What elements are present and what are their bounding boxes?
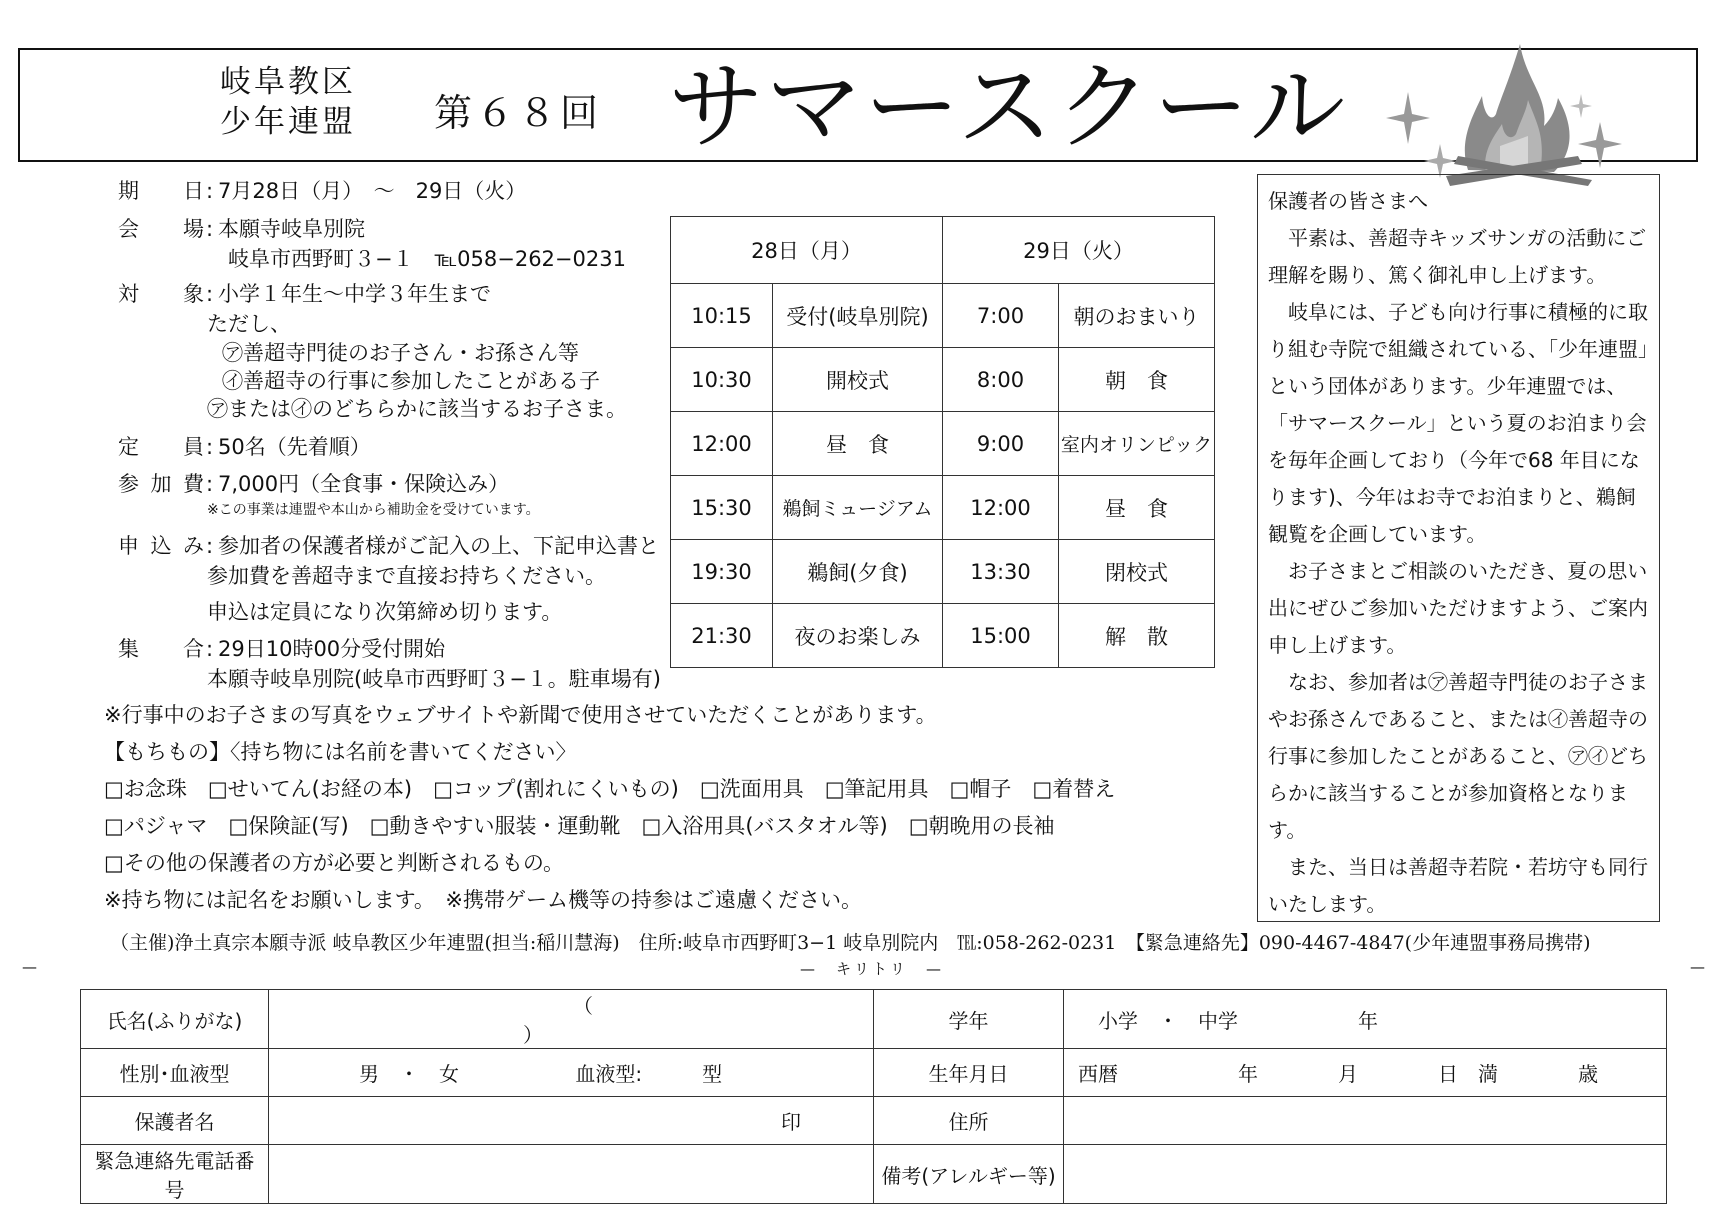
venue-value: 本願寺岐阜別院 xyxy=(218,217,365,241)
day1-event: 受付(岐阜別院) xyxy=(773,284,943,348)
day2-header: 29日（火） xyxy=(943,217,1215,284)
day2-time: 15:00 xyxy=(943,604,1059,668)
name-paren-close: ） xyxy=(523,1023,543,1047)
capacity-label: 定員 xyxy=(118,435,204,459)
day2-event: 昼 食 xyxy=(1059,476,1215,540)
items-line-1: □お念珠 □せいてん(お経の本) □コップ(割れにくいもの) □洗面用具 □筆記用具 □帽子 □着替え xyxy=(104,777,1116,801)
message-paragraph: お子さまとご相談のいただき、夏の思い出にぜひご参加いただけますよう、ご案内申し上げます。 xyxy=(1268,559,1648,657)
birthdate-template: 西暦 年 月 日 満 歳 xyxy=(1078,1062,1598,1086)
guardian-message-box xyxy=(1257,174,1660,922)
org-line-1: 岐阜教区 xyxy=(220,64,356,100)
meet-line-2: 本願寺岐阜別院(岐阜市西野町３−１。駐車場有) xyxy=(207,667,661,691)
schedule-table xyxy=(670,216,1215,668)
application-form xyxy=(80,989,1667,1204)
day1-time: 21:30 xyxy=(671,604,773,668)
edition-label: 第６８回 xyxy=(434,91,603,135)
items-line-2: □パジャマ □保険証(写) □動きやすい服装・運動靴 □入浴用具(バスタオル等) □朝晩用の長袖 xyxy=(104,814,1055,838)
venue-address: 岐阜市西野町３−１ ℡058−262−0231 xyxy=(228,247,626,271)
cut-dash-left: — xyxy=(22,958,37,976)
table-row xyxy=(671,412,1215,476)
phone-label: 緊急連絡先電話番号 xyxy=(81,1145,269,1204)
day2-time: 7:00 xyxy=(943,284,1059,348)
fee-note: ※この事業は連盟や本山から補助金を受けています。 xyxy=(207,502,540,518)
form-row-phone xyxy=(81,1145,1667,1204)
apply-line-3: 申込は定員になり次第締め切ります。 xyxy=(207,600,563,624)
target-line-4: ㋑善超寺の行事に参加したことがある子 xyxy=(222,369,600,393)
notes-label: 備考(アレルギー等) xyxy=(874,1145,1064,1204)
day2-event: 朝 食 xyxy=(1059,348,1215,412)
sex-blood-label: 性別･血液型 xyxy=(81,1049,269,1097)
target-value: 小学１年生～中学３年生まで xyxy=(218,282,491,306)
address-label: 住所 xyxy=(874,1097,1064,1145)
day2-time: 9:00 xyxy=(943,412,1059,476)
message-paragraph: また、当日は善超寺若院・若坊守も同行いたします。 xyxy=(1268,855,1648,916)
day1-time: 10:30 xyxy=(671,348,773,412)
cut-dash-right: — xyxy=(1690,958,1705,976)
day1-event: 昼 食 xyxy=(773,412,943,476)
items-line-3: □その他の保護者の方が必要と判断されるもの。 xyxy=(104,851,564,875)
fee-label: 参加費 xyxy=(118,472,204,496)
birthdate-field[interactable] xyxy=(1064,1049,1667,1097)
guardian-field[interactable] xyxy=(269,1097,874,1145)
info-apply: 申込み : 参加者の保護者様がご記入の上、下記申込書と xyxy=(118,531,659,561)
apply-value: 参加者の保護者様がご記入の上、下記申込書と xyxy=(218,534,659,558)
date-label: 期日 xyxy=(118,179,204,203)
day1-event: 夜のお楽しみ xyxy=(773,604,943,668)
target-line-2: ただし、 xyxy=(207,312,291,336)
table-row xyxy=(671,604,1215,668)
sex-blood-field[interactable] xyxy=(269,1049,874,1097)
day1-event: 鵜飼(夕食) xyxy=(773,540,943,604)
meet-label: 集合 xyxy=(118,637,204,661)
name-label: 氏名(ふりがな) xyxy=(81,990,269,1049)
sex-options: 男 ・ 女 xyxy=(359,1062,459,1086)
venue-label: 会場 xyxy=(118,217,204,241)
sponsor-line: （主催)浄土真宗本願寺派 岐阜教区少年連盟(担当:稲川慧海) 住所:岐阜市西野町3−1 岐阜別院内 ℡:058-262-0231 【緊急連絡先】090-4467-4847(少年連盟事務局携帯) xyxy=(110,932,1591,954)
seal-mark: 印 xyxy=(781,1110,801,1134)
day1-time: 15:30 xyxy=(671,476,773,540)
items-note: ※持ち物には記名をお願いします。 ※携帯ゲーム機等の持参はご遠慮ください。 xyxy=(104,888,863,912)
day1-event: 開校式 xyxy=(773,348,943,412)
apply-label: 申込み xyxy=(118,534,204,558)
blood-type: 血液型: 型 xyxy=(575,1062,723,1086)
form-row-sex xyxy=(81,1049,1667,1097)
grade-label: 学年 xyxy=(874,990,1064,1049)
message-paragraph: なお、参加者は㋐善超寺門徒のお子さまやお孫さんであること、または㋑善超寺の行事に参加したことがあること、㋐㋑どちらかに該当することが参加資格となります。 xyxy=(1268,670,1648,842)
day2-time: 8:00 xyxy=(943,348,1059,412)
birthdate-label: 生年月日 xyxy=(874,1049,1064,1097)
table-row xyxy=(671,540,1215,604)
info-capacity: 定員 : 50名（先着順） xyxy=(118,432,371,462)
form-row-guardian xyxy=(81,1097,1667,1145)
table-row xyxy=(671,284,1215,348)
grade-field[interactable] xyxy=(1064,990,1667,1049)
day2-time: 12:00 xyxy=(943,476,1059,540)
message-greeting: 保護者の皆さまへ xyxy=(1268,189,1428,213)
info-meet: 集合 : 29日10時00分受付開始 xyxy=(118,634,445,664)
day1-time: 19:30 xyxy=(671,540,773,604)
day2-event: 室内オリンピック xyxy=(1059,412,1215,476)
info-target: 対象 : 小学１年生～中学３年生まで xyxy=(118,279,491,309)
day2-event: 閉校式 xyxy=(1059,540,1215,604)
capacity-value: 50名（先着順） xyxy=(218,435,371,459)
table-row xyxy=(671,348,1215,412)
name-field[interactable] xyxy=(269,990,874,1049)
fee-value: 7,000円（全食事・保険込み） xyxy=(218,472,510,496)
day1-event: 鵜飼ミュージアム xyxy=(773,476,943,540)
target-line-3: ㋐善超寺門徒のお子さん・お孫さん等 xyxy=(222,341,579,365)
page-title: サマースクール xyxy=(668,51,1348,163)
day1-time: 10:15 xyxy=(671,284,773,348)
guardian-label: 保護者名 xyxy=(81,1097,269,1145)
meet-value: 29日10時00分受付開始 xyxy=(218,637,446,661)
grade-options: 小学 ・ 中学 年 xyxy=(1098,1008,1378,1033)
org-name xyxy=(220,62,356,142)
day2-event: 朝のおまいり xyxy=(1059,284,1215,348)
address-field[interactable] xyxy=(1064,1097,1667,1145)
message-paragraph: 平素は、善超寺キッズサンガの活動にご理解を賜り、篤く御礼申し上げます。 xyxy=(1268,226,1647,287)
message-paragraph: 岐阜には、子ども向け行事に積極的に取り組む寺院で組織されている、「少年連盟」という団体があります。少年連盟では、「サマースクール」という夏のお泊まり会を毎年企画しており（今年で68 年目になります)、今年はお寺でお泊まりと、鵜飼観覧を企画しています。 xyxy=(1268,300,1648,546)
campfire-icon xyxy=(1378,40,1656,186)
phone-field[interactable] xyxy=(269,1145,874,1204)
day2-time: 13:30 xyxy=(943,540,1059,604)
schedule-header-row xyxy=(671,217,1215,284)
target-line-5: ㋐または㋑のどちらかに該当するお子さま。 xyxy=(207,397,627,421)
name-paren-open: （ xyxy=(573,994,593,1018)
photo-note: ※行事中のお子さまの写真をウェブサイトや新聞で使用させていただくことがあります。 xyxy=(104,703,937,727)
org-line-2: 少年連盟 xyxy=(220,104,356,140)
notes-field[interactable] xyxy=(1064,1145,1667,1204)
form-row-name xyxy=(81,990,1667,1049)
items-heading: 【もちもの】〈持ち物には名前を書いてください〉 xyxy=(104,740,577,764)
target-label: 対象 xyxy=(118,282,204,306)
table-row xyxy=(671,476,1215,540)
date-value: 7月28日（月） ～ 29日（火） xyxy=(218,179,527,203)
info-date: 期日 : 7月28日（月） ～ 29日（火） xyxy=(118,176,526,206)
day1-header: 28日（月） xyxy=(671,217,943,284)
info-fee: 参加費 : 7,000円（全食事・保険込み） xyxy=(118,469,509,499)
cut-label: — キリトリ — xyxy=(800,960,945,978)
apply-line-2: 参加費を善超寺まで直接お持ちください。 xyxy=(207,564,606,588)
day2-event: 解 散 xyxy=(1059,604,1215,668)
day1-time: 12:00 xyxy=(671,412,773,476)
info-venue: 会場 : 本願寺岐阜別院 xyxy=(118,214,365,244)
